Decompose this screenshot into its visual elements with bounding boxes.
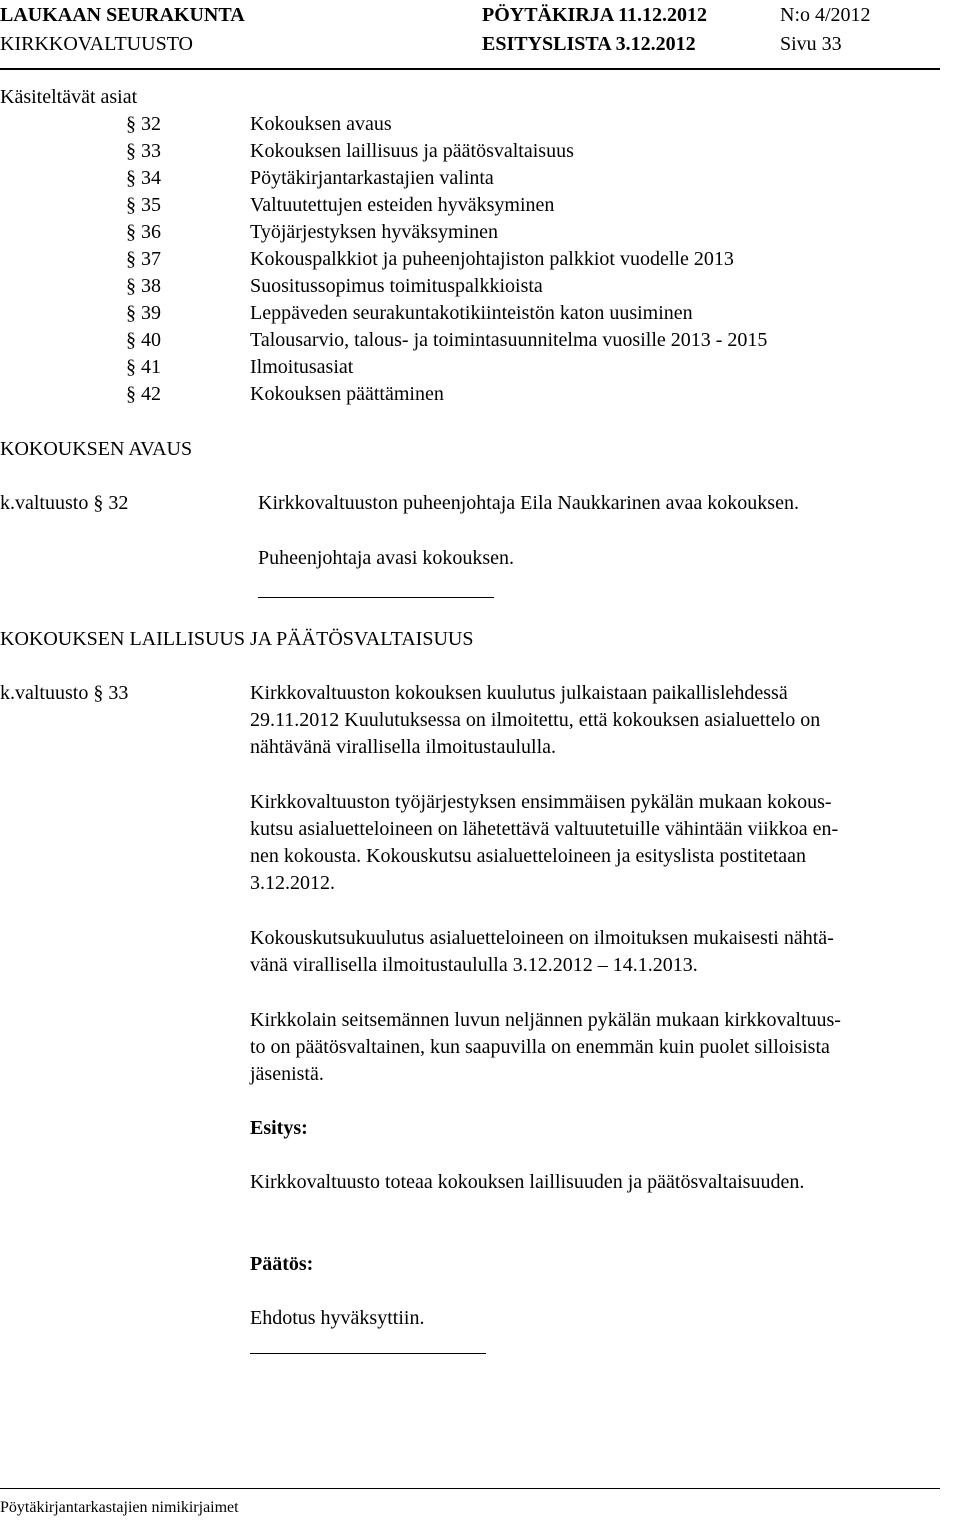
agenda-item-text: Talousarvio, talous- ja toimintasuunnitelma vuosille 2013 - 2015 (250, 329, 768, 351)
agenda-item-number: § 32 (126, 113, 161, 135)
paragraph-rules (250, 789, 936, 897)
footer-initials-label: Pöytäkirjantarkastajien nimikirjaimet (0, 1499, 239, 1516)
header-org: LAUKAAN SEURAKUNTA (0, 4, 245, 26)
paragraph-line: Kirkkovaltuuston työjärjestyksen ensimmäisen pykälän mukaan kokous- (250, 791, 832, 813)
paragraph-line: Kirkkolain seitsemännen luvun neljännen pykälän mukaan kirkkovaltuus- (250, 1009, 841, 1031)
paragraph-line: vänä virallisella ilmoitustaululla 3.12.2012 – 14.1.2013. (250, 954, 698, 976)
agenda-item-text: Kokouspalkkiot ja puheenjohtajiston palkkiot vuodelle 2013 (250, 248, 734, 270)
proposal-label: Esitys: (250, 1117, 308, 1139)
agenda-item-number: § 38 (126, 275, 161, 297)
agenda-item-number: § 40 (126, 329, 161, 351)
agenda-item-text: Ilmoitusasiat (250, 356, 354, 378)
footer-rule (0, 1488, 940, 1489)
agenda-item-text: Kokouksen laillisuus ja päätösvaltaisuus (250, 140, 574, 162)
proposal-text: Kirkkovaltuusto toteaa kokouksen laillisuuden ja päätösvaltaisuuden. (250, 1171, 805, 1193)
header-body: KIRKKOVALTUUSTO (0, 33, 193, 55)
paragraph-church-law (250, 1007, 936, 1088)
agenda-item-text: Pöytäkirjantarkastajien valinta (250, 167, 494, 189)
paragraph-line: jäsenistä. (250, 1063, 324, 1085)
paragraph-line: 3.12.2012. (250, 872, 335, 894)
agenda-title: Käsiteltävät asiat (0, 86, 138, 108)
agenda-item-number: § 42 (126, 383, 161, 405)
decision-label: Päätös: (250, 1253, 314, 1275)
section-end-rule (250, 1353, 486, 1354)
paragraph-line: 29.11.2012 Kuulutuksessa on ilmoitettu, että kokouksen asialuettelo on (250, 709, 821, 731)
paragraph-line: Kirkkovaltuuston kokouksen kuulutus julkaistaan paikallislehdessä (250, 682, 788, 704)
paragraph-line: nähtävänä virallisella ilmoitustaululla. (250, 736, 557, 758)
agenda-item-number: § 39 (126, 302, 161, 324)
agenda-item-number: § 41 (126, 356, 161, 378)
paragraph-line: kutsu asialuetteloineen on lähetettävä valtuutetuille vähintään viikkoa en- (250, 818, 839, 840)
header-rule (0, 68, 940, 70)
agenda-item-number: § 36 (126, 221, 161, 243)
paragraph-notice (250, 680, 936, 761)
section-reference: k.valtuusto § 32 (0, 492, 129, 514)
paragraph-announcement (250, 925, 936, 979)
decision-text: Puheenjohtaja avasi kokouksen. (258, 547, 515, 569)
header-minutes: PÖYTÄKIRJA 11.12.2012 (482, 4, 708, 26)
section-end-rule (258, 597, 494, 598)
paragraph-line: nen kokousta. Kokouskutsu asialuetteloineen ja esityslista postitetaan (250, 845, 807, 867)
agenda-item-text: Suositussopimus toimituspalkkioista (250, 275, 543, 297)
section-title: KOKOUKSEN AVAUS (0, 438, 193, 460)
agenda-item-text: Työjärjestyksen hyväksyminen (250, 221, 498, 243)
agenda-item-text: Valtuutettujen esteiden hyväksyminen (250, 194, 555, 216)
agenda-item-number: § 34 (126, 167, 161, 189)
header-agenda: ESITYSLISTA 3.12.2012 (482, 33, 696, 55)
agenda-item-number: § 33 (126, 140, 161, 162)
agenda-item-number: § 37 (126, 248, 161, 270)
decision-text: Ehdotus hyväksyttiin. (250, 1307, 425, 1329)
paragraph-line: to on päätösvaltainen, kun saapuvilla on enemmän kuin puolet silloisista (250, 1036, 830, 1058)
agenda-item-number: § 35 (126, 194, 161, 216)
agenda-item-text: Kokouksen avaus (250, 113, 392, 135)
header-page: Sivu 33 (780, 33, 842, 55)
paragraph-line: Kokouskutsukuulutus asialuetteloineen on ilmoituksen mukaisesti nähtä- (250, 927, 834, 949)
section-title: KOKOUKSEN LAILLISUUS JA PÄÄTÖSVALTAISUUS (0, 628, 474, 650)
agenda-item-text: Kokouksen päättäminen (250, 383, 444, 405)
agenda-item-text: Leppäveden seurakuntakotikiinteistön katon uusiminen (250, 302, 693, 324)
header-number: N:o 4/2012 (780, 4, 871, 26)
section-text: Kirkkovaltuuston puheenjohtaja Eila Naukkarinen avaa kokouksen. (258, 492, 799, 514)
section-reference: k.valtuusto § 33 (0, 682, 129, 704)
